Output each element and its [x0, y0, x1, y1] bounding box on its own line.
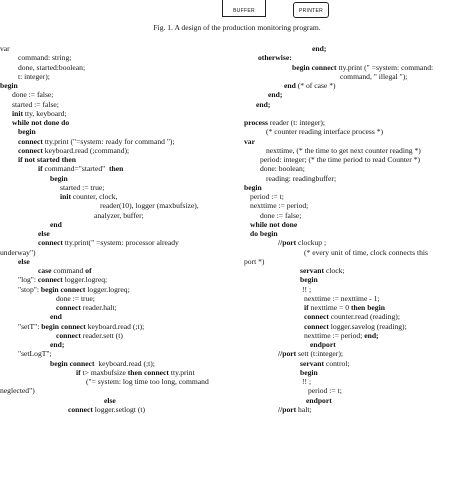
code-line: endport: [306, 395, 332, 405]
code-line: connect tty.print ("=system: ready for command ");: [18, 136, 175, 146]
code-line: done, started:boolean;: [18, 62, 86, 72]
code-line: var: [244, 136, 255, 146]
code-line: begin connect tty.print (" =system: command:: [292, 62, 434, 72]
code-line: !! ;: [302, 284, 312, 294]
figure-diagram-fragment: [0, 0, 474, 22]
code-line: if not started then: [18, 155, 77, 164]
code-line: nexttime, (* the time to get next counter reading *): [266, 145, 421, 155]
code-line: nexttime := nexttime - 1;: [304, 293, 380, 303]
code-line: reader(10), logger (maxbufsize),: [100, 201, 199, 211]
code-line: done: boolean;: [260, 164, 305, 174]
code-line: if nexttime = 0 then begin: [304, 303, 385, 312]
code-line: neglected"): [0, 386, 35, 396]
code-line: end;: [268, 90, 283, 100]
code-line: connect reader.halt;: [56, 303, 117, 312]
code-line: period := t;: [250, 192, 284, 201]
code-line: end;: [312, 44, 327, 53]
code-line: underway"): [0, 247, 36, 257]
code-line: done := true;: [56, 293, 95, 303]
code-line: ("= system: log time too long, command: [86, 377, 209, 386]
code-line: else: [18, 256, 30, 266]
code-line: period := t;: [308, 386, 342, 396]
code-line: "stop": begin connect logger.logreq;: [18, 284, 130, 294]
code-line: started := false;: [12, 99, 59, 109]
code-line: do begin: [250, 229, 278, 238]
code-line: end;: [256, 99, 271, 109]
code-line: command, " illegal ");: [340, 71, 408, 81]
code-line: //port sett (t:integer);: [278, 349, 343, 359]
code-line: done := false;: [12, 90, 54, 100]
code-column-left: [0, 44, 232, 414]
code-line: command: string;: [18, 53, 72, 63]
code-line: init counter, clock,: [60, 192, 118, 201]
code-line: "setT": begin connect keyboard.read (;t);: [18, 321, 145, 331]
code-line: started := true;: [60, 182, 105, 192]
code-line: "setLogT";: [18, 349, 52, 359]
code-line: nexttime := period; end;: [304, 330, 379, 340]
code-line: begin connect keyboard.read (;t);: [50, 358, 155, 368]
code-line: while not done: [250, 219, 298, 229]
code-line: process reader (t: integer);: [244, 118, 326, 127]
code-line: var: [0, 44, 10, 53]
code-line: //port clockup ;: [278, 238, 327, 248]
code-line: "log": connect logger.logreq;: [18, 275, 108, 285]
code-line: !! ;: [302, 377, 312, 386]
code-line: end (* of case *): [284, 81, 336, 90]
code-line: else: [38, 229, 50, 238]
code-line: analyzer, buffer;: [94, 210, 144, 220]
code-line: begin: [300, 367, 318, 377]
code-line: //port halt;: [278, 404, 312, 414]
code-line: if command="started" then: [38, 164, 124, 174]
printer-box: PRINTER: [293, 2, 329, 18]
code-line: period: integer; (* the time period to read Counter *): [260, 155, 421, 164]
code-line: begin: [50, 173, 68, 183]
code-line: end;: [50, 340, 65, 349]
code-line: (* every unit of time, clock connects this: [304, 247, 428, 257]
code-line: case command of: [38, 266, 92, 275]
code-line: connect keyboard.read (;command);: [18, 145, 130, 155]
code-line: nexttime := period;: [250, 201, 309, 211]
code-line: connect tty.print(" =system: processor already: [38, 238, 179, 248]
code-column-right: [244, 44, 474, 414]
code-line: begin: [18, 127, 36, 137]
code-line: servant clock;: [300, 266, 345, 275]
code-line: if t> maxbufsize then connect tty.print: [76, 367, 195, 377]
code-line: end: [50, 219, 62, 229]
code-line: servant control;: [300, 358, 350, 368]
code-line: done := false;: [260, 210, 302, 220]
code-line: connect reader.sett (t): [56, 330, 123, 340]
code-line: end: [50, 312, 62, 322]
code-line: otherwise:: [258, 53, 292, 63]
code-line: else: [104, 395, 116, 405]
figure-caption: Fig. 1. A design of the production monitoring program.: [153, 23, 321, 32]
code-line: connect logger.savelog (reading);: [304, 321, 407, 331]
code-line: begin: [244, 182, 262, 192]
code-line: connect counter.read (reading);: [304, 312, 400, 322]
code-line: [244, 109, 474, 118]
code-line: connect logger.setlogt (t): [68, 404, 145, 414]
code-line: endport: [310, 340, 336, 349]
code-line: reading: readingbuffer;: [266, 173, 337, 183]
code-line: begin: [300, 275, 318, 285]
code-line: while not done do: [12, 118, 70, 127]
code-line: (* counter reading interface process *): [266, 127, 384, 137]
code-line: t: integer);: [18, 71, 50, 81]
code-line: port *): [244, 256, 265, 266]
buffer-box: BUFFER: [222, 0, 266, 17]
code-line: init tty, keyboard;: [12, 108, 67, 118]
code-line: begin: [0, 81, 18, 90]
